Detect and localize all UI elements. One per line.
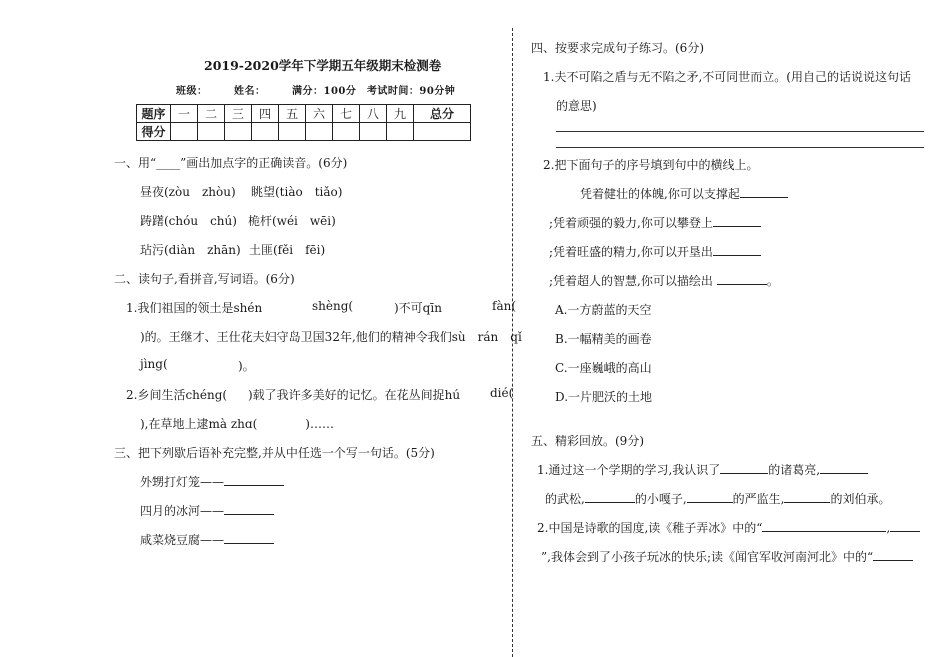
q2-line4-part3: dié( <box>490 386 514 400</box>
q4-sentence-4-text: ;凭着超人的智慧,你可以描绘出 <box>549 274 713 288</box>
q5-line-2 <box>545 490 891 507</box>
q2-line3-part1: jìng( <box>140 357 168 371</box>
score-col-9: 九 <box>387 105 414 123</box>
score-table-row2-label: 得分 <box>137 123 171 141</box>
q3-item-3-text: 咸菜烧豆腐—— <box>140 533 225 547</box>
score-cell[interactable] <box>333 123 360 141</box>
q2-line3-part2: )。 <box>238 359 255 373</box>
q4-title: 四、按要求完成句子练习。(6分) <box>531 41 704 55</box>
score-cell[interactable] <box>252 123 279 141</box>
q4-sentence-blank-2[interactable] <box>713 215 761 227</box>
q2-line1-part2: shèng( <box>312 299 354 313</box>
q2-line5: ),在草地上逮mà zhɑ( )…… <box>140 417 334 431</box>
score-col-4: 四 <box>252 105 279 123</box>
q4-sentence-4-end: 。 <box>766 274 779 288</box>
q5-line-4-text: ”,我体会到了小孩子玩冰的快乐;读《闻官军收河南河北》中的“ <box>541 550 874 564</box>
q4-answer-line-2[interactable] <box>556 147 924 148</box>
q4-sentence-1-text: 凭着健壮的体魄,你可以支撑起 <box>580 187 740 201</box>
q4-answer-line-1[interactable] <box>556 131 924 132</box>
q5-blank-8[interactable] <box>873 549 913 561</box>
q5-blank-1[interactable] <box>720 462 768 474</box>
score-table <box>136 104 471 141</box>
q3-item-3 <box>140 531 274 548</box>
q3-item-2 <box>140 502 274 519</box>
q5-line-2-text-c: 的严监生, <box>732 492 785 506</box>
q4-sentence-2 <box>549 214 761 231</box>
q1-item-6: 土匪(fěi fēi) <box>249 243 326 257</box>
score-cell[interactable] <box>387 123 414 141</box>
q2-line1-part4: fàn( <box>492 299 517 313</box>
q5-line-2-text-d: 的刘伯承。 <box>830 492 891 506</box>
q4-option-c: C.一座巍峨的高山 <box>555 361 652 375</box>
score-col-6: 六 <box>306 105 333 123</box>
q5-line-1-text-a: 1.通过这一个学期的学习,我认识了 <box>537 463 721 477</box>
q4-option-b: B.一幅精美的画卷 <box>555 332 652 346</box>
q4-option-d: D.一片肥沃的土地 <box>555 390 653 404</box>
q2-line2: )的。王继才、王仕花夫妇守岛卫国32年,他们的精神令我们sù rán qǐ <box>140 330 522 344</box>
score-col-2: 二 <box>198 105 225 123</box>
q3-title: 三、把下列歇后语补充完整,并从中任选一个写一句话。(5分) <box>114 446 435 460</box>
q2-line4-part2: )载了我许多美好的记忆。在花丛间捉hú <box>248 388 461 402</box>
score-col-5: 五 <box>279 105 306 123</box>
q3-answer-blank-1[interactable] <box>224 474 284 486</box>
q4-sentence-blank-1[interactable] <box>740 186 788 198</box>
q5-title: 五、精彩回放。(9分) <box>531 434 644 448</box>
q5-line-3 <box>537 519 920 536</box>
q1-item-2: 眺望(tiào tiǎo) <box>251 185 343 199</box>
score-total-cell[interactable] <box>414 123 471 141</box>
score-col-3: 三 <box>225 105 252 123</box>
q4-option-a: A.一方蔚蓝的天空 <box>555 303 652 317</box>
q4-sentence-blank-3[interactable] <box>713 244 761 256</box>
q4-part2-instruction: 2.把下面句子的序号填到句中的横线上。 <box>543 158 759 172</box>
score-cell[interactable] <box>360 123 387 141</box>
q4-sentence-4 <box>549 272 779 289</box>
score-col-8: 八 <box>360 105 387 123</box>
q3-item-2-text: 四月的冰河—— <box>140 504 225 518</box>
page-title: 2019-2020学年下学期五年级期末检测卷 <box>204 58 442 73</box>
q5-blank-2[interactable] <box>820 462 868 474</box>
q5-line-1-text-b: 的诸葛亮, <box>768 463 821 477</box>
q5-line-4 <box>541 548 913 565</box>
score-col-1: 一 <box>171 105 198 123</box>
q2-line4-part1: 2.乡间生活chéng( <box>126 388 228 402</box>
score-cell[interactable] <box>306 123 333 141</box>
q4-sentence-blank-4[interactable] <box>717 273 767 285</box>
q5-blank-6[interactable] <box>762 520 886 532</box>
q3-item-1-text: 外甥打灯笼—— <box>140 475 225 489</box>
q1-item-1: 昼夜(zòu zhòu) <box>140 185 236 199</box>
score-table-row1-label: 题序 <box>137 105 171 123</box>
q4-part1-line1: 1.夫不可陷之盾与无不陷之矛,不可同世而立。(用自己的话说说这句话 <box>543 70 911 84</box>
score-total-label: 总分 <box>414 105 471 123</box>
score-col-7: 七 <box>333 105 360 123</box>
q1-item-5: 玷污(diàn zhān) <box>140 243 241 257</box>
q4-part1-line2: 的意思) <box>556 99 597 113</box>
q2-title: 二、读句子,看拼音,写词语。(6分) <box>114 272 295 286</box>
q3-item-1 <box>140 473 284 490</box>
score-cell[interactable] <box>279 123 306 141</box>
q5-blank-4[interactable] <box>687 491 733 503</box>
score-table-score-row <box>137 123 471 141</box>
q5-blank-7[interactable] <box>890 520 920 532</box>
exam-info: 班级： 姓名： 满分：100分 考试时间：90分钟 <box>176 86 456 97</box>
q4-sentence-3-text: ;凭着旺盛的精力,你可以开垦出 <box>549 245 713 259</box>
q4-sentence-3 <box>549 243 761 260</box>
q5-blank-5[interactable] <box>784 491 830 503</box>
score-cell[interactable] <box>225 123 252 141</box>
q5-line-3-text-a: 2.中国是诗歌的国度,读《稚子弄冰》中的“ <box>537 521 763 535</box>
score-cell[interactable] <box>171 123 198 141</box>
q4-sentence-1 <box>580 185 788 202</box>
q3-answer-blank-2[interactable] <box>224 503 274 515</box>
q1-title: 一、用“____”画出加点字的正确读音。(6分) <box>114 156 348 170</box>
q1-item-3: 踌躇(chóu chú) <box>140 214 237 228</box>
q5-line-1 <box>537 461 868 478</box>
q1-item-4: 桅杆(wéi wēi) <box>248 214 336 228</box>
q2-line1-part1: 1.我们祖国的领土是shén <box>126 301 263 315</box>
q2-line1-part3: )不可qīn <box>394 301 442 315</box>
score-table-header-row <box>137 105 471 123</box>
score-cell[interactable] <box>198 123 225 141</box>
q3-answer-blank-3[interactable] <box>224 532 274 544</box>
q5-blank-3[interactable] <box>585 491 635 503</box>
q5-line-2-text-b: 的小嘎子, <box>634 492 687 506</box>
q5-line-3-text-b: , <box>886 521 891 535</box>
q4-sentence-2-text: ;凭着顽强的毅力,你可以攀登上 <box>549 216 713 230</box>
q5-line-2-text-a: 的武松, <box>545 492 585 506</box>
